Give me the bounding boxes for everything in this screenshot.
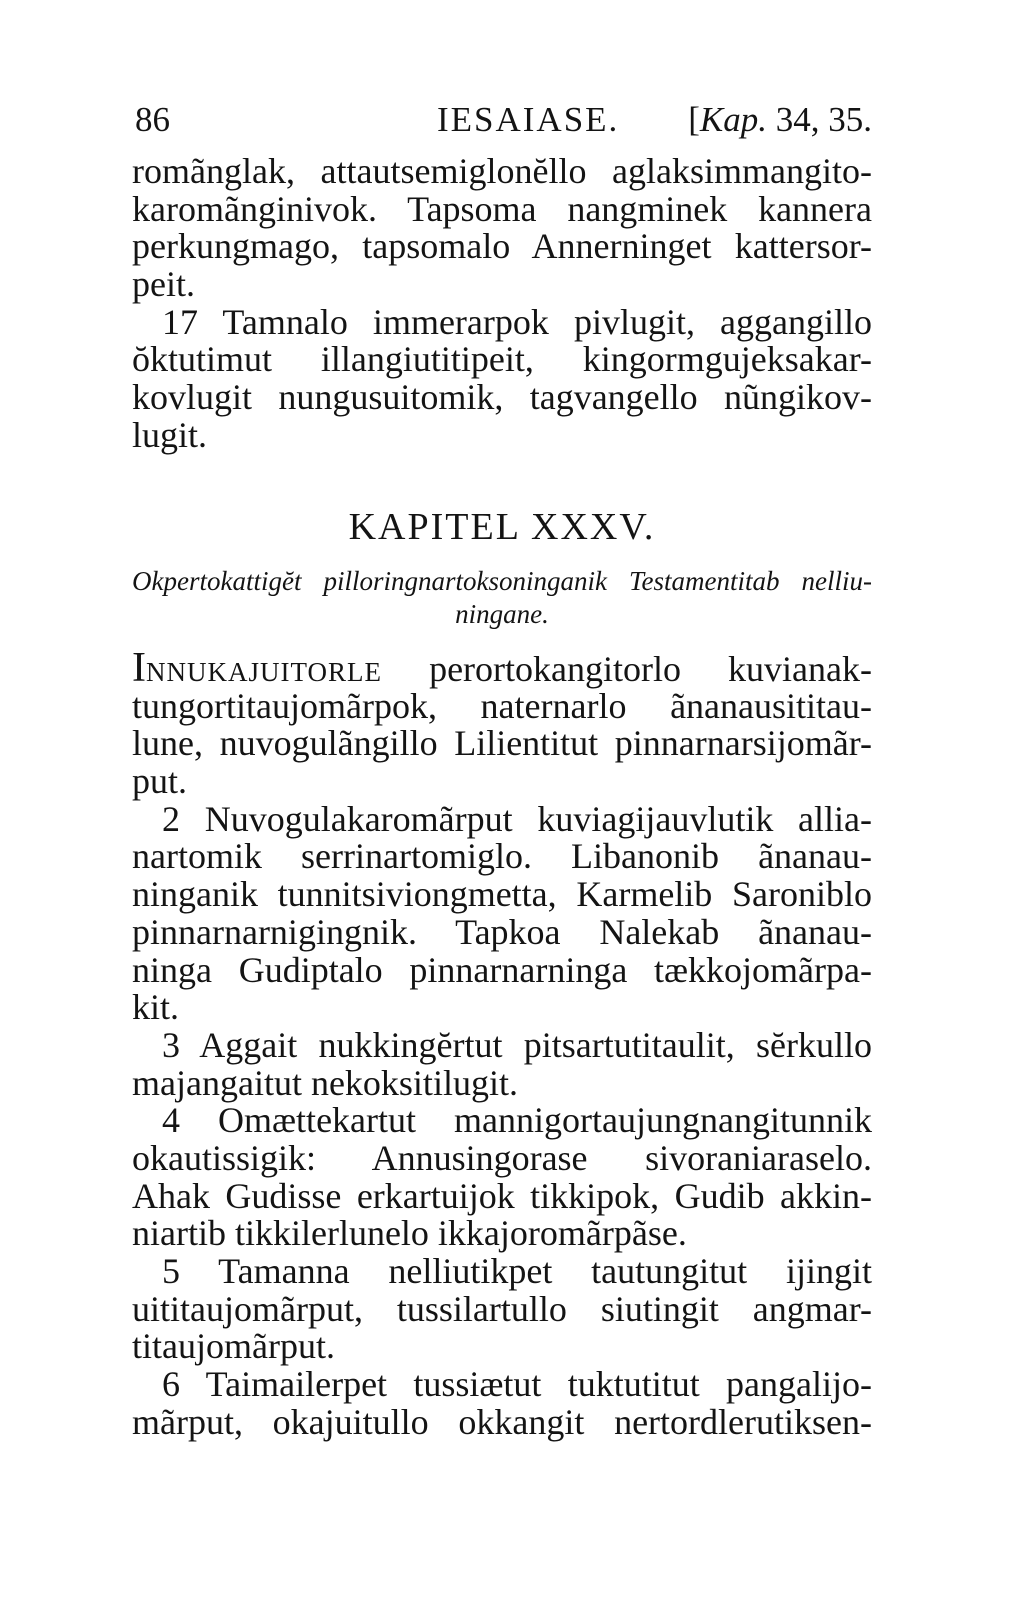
chapter-reference	[688, 98, 872, 142]
text-line: lugit.	[132, 414, 208, 455]
first-verse-line	[132, 645, 872, 691]
chapter-heading: KAPITEL XXXV.	[348, 506, 656, 548]
verse-line-17: 17 Tamnalo immerarpok pivlugit, aggangillo	[162, 301, 872, 342]
text-line: majangaitut nekoksitilugit.	[132, 1062, 518, 1103]
chapter-ref-kap: Kap.	[699, 100, 767, 139]
first-line-rest: perortokangitorlo kuvianak-	[429, 649, 872, 689]
text-line: uititaujomãrput, tussilartullo siutingit angmar-	[132, 1288, 872, 1329]
previous-chapter-text	[132, 153, 872, 455]
opening-small-caps: NNUKAJUITORLE	[146, 657, 382, 687]
opening-initial: I	[132, 645, 146, 691]
verse-line-4: 4 Omættekartut mannigortaujungnangitunnik	[162, 1100, 872, 1141]
text-line: niartib tikkilerlunelo ikkajoromãrpãse.	[132, 1213, 687, 1254]
verse-line-6: 6 Taimailerpet tussiætut tuktutitut pangalijo-	[162, 1364, 872, 1405]
chapter-ref-bracket: [	[688, 100, 700, 139]
text-line: kovlugit nungusuitomik, tagvangello nũngikov-	[132, 377, 872, 418]
text-line: perkungmago, tapsomalo Annerninget kattersor-	[132, 226, 872, 267]
chapter-verses	[132, 645, 872, 1442]
text-line: kit.	[132, 987, 180, 1028]
text-line: put.	[132, 761, 188, 802]
summary-line: Okpertokattigĕt pilloringnartoksoninganik Testamentitab nelliu-	[132, 566, 872, 596]
text-line: ninganik tunnitsiviongmetta, Karmelib Saroniblo	[132, 874, 872, 915]
chapter-summary	[132, 565, 872, 631]
text-line: lune, nuvogulãngillo Lilientitut pinnarnarsijomãr-	[132, 723, 872, 764]
text-line: ŏktutimut illangiutitipeit, kingormgujeksakar-	[132, 339, 872, 380]
summary-line: ningane.	[455, 599, 549, 629]
text-line: peit.	[132, 264, 195, 305]
running-head	[132, 98, 872, 142]
text-line: Ahak Gudisse erkartuijok tikkipok, Gudib akkin-	[132, 1175, 872, 1216]
book-title: IESAIASE.	[437, 100, 620, 139]
opening-word	[132, 645, 382, 691]
text-line: romãnglak, attautsemiglonĕllo aglaksimmangito-	[132, 151, 872, 191]
text-line: mãrput, okajuitullo okkangit nertordlerutiksen-	[132, 1401, 872, 1442]
page-number: 86	[135, 100, 170, 139]
verse-line-5: 5 Tamanna nelliutikpet tautungitut ijingit	[162, 1251, 872, 1291]
text-line: ninga Gudiptalo pinnarnarninga tækkojomãrpa-	[132, 949, 872, 990]
verse-line-3: 3 Aggait nukkingĕrtut pitsartutitaulit, sĕrkullo	[162, 1024, 872, 1065]
chapter-ref-numbers: 34, 35.	[767, 100, 872, 139]
text-line: tungortitaujomãrpok, naternarlo ãnanausititau-	[132, 685, 872, 726]
text-line: titaujomãrput.	[132, 1326, 335, 1367]
verse-line-2: 2 Nuvogulakaromãrput kuviagijauvlutik allia-	[162, 798, 872, 839]
text-line: nartomik serrinartomiglo. Libanonib ãnanau-	[132, 836, 872, 877]
text-line: karomãnginivok. Tapsoma nangminek kannera	[132, 188, 872, 229]
text-line: pinnarnarnigingnik. Tapkoa Nalekab ãnanau-	[132, 911, 872, 952]
text-line: okautissigik: Annusingorase sivoraniaraselo.	[132, 1137, 872, 1178]
